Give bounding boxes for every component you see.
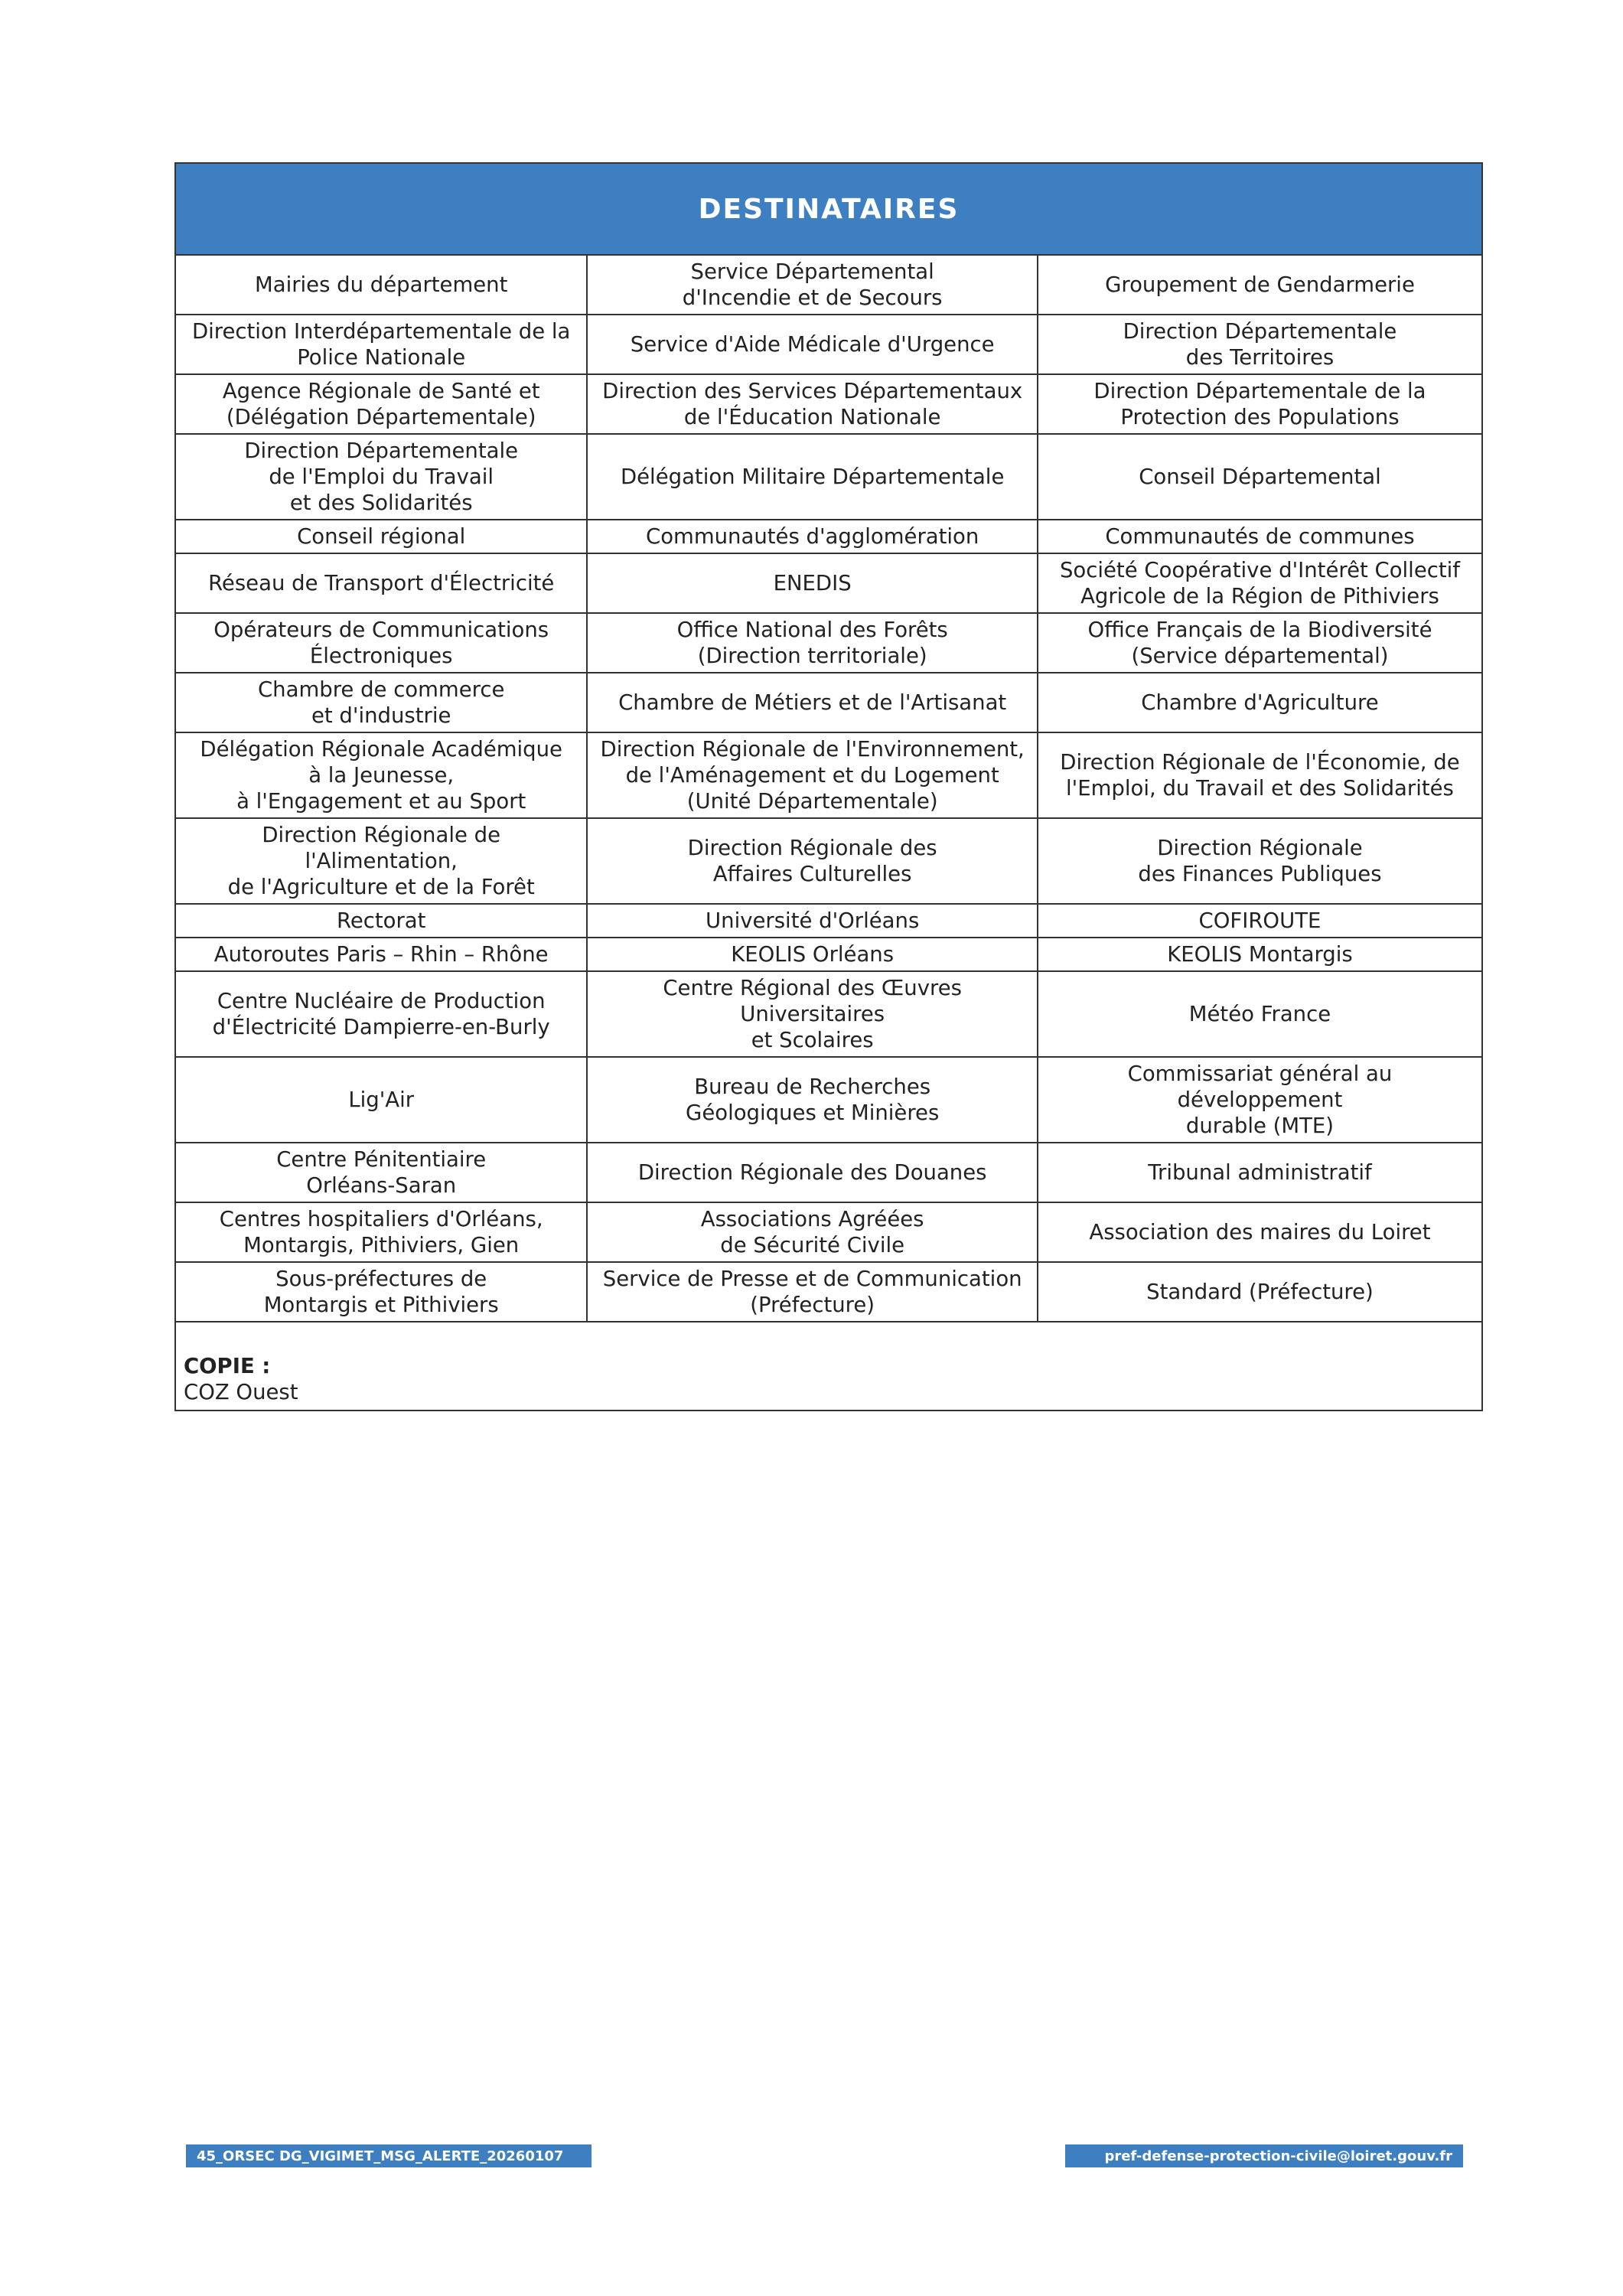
recipient-cell: Autoroutes Paris – Rhin – Rhône [176,938,587,971]
recipient-cell: Bureau de Recherches Géologiques et Minières [587,1057,1038,1143]
recipient-cell: Service Départemental d'Incendie et de Secours [587,256,1038,315]
recipient-cell: Groupement de Gendarmerie [1038,256,1481,315]
recipient-cell: Communautés de communes [1038,520,1481,553]
footer-reference: 45_ORSEC DG_VIGIMET_MSG_ALERTE_20260107 [197,2148,564,2164]
table-row [176,613,1481,673]
recipient-cell: COFIROUTE [1038,904,1481,938]
recipients-grid [176,256,1481,1410]
table-header [176,164,1481,256]
recipient-cell: Direction Interdépartementale de la Police Nationale [176,315,587,374]
recipient-cell: Centre Nucléaire de Production d'Électricité Dampierre-en-Burly [176,971,587,1057]
table-row [176,732,1481,818]
table-row [176,553,1481,613]
recipient-cell: Office National des Forêts (Direction territoriale) [587,613,1038,673]
recipient-cell: ENEDIS [587,553,1038,613]
table-row [176,520,1481,553]
recipient-cell: Associations Agréées de Sécurité Civile [587,1202,1038,1262]
recipient-cell: Commissariat général au développement durable (MTE) [1038,1057,1481,1143]
table-row [176,1057,1481,1143]
recipient-cell: Réseau de Transport d'Électricité [176,553,587,613]
table-row [176,256,1481,315]
recipient-cell: KEOLIS Orléans [587,938,1038,971]
recipient-cell: Communautés d'agglomération [587,520,1038,553]
recipient-cell: Tribunal administratif [1038,1143,1481,1202]
table-row [176,1143,1481,1202]
recipient-cell: Direction Régionale des Finances Publiques [1038,818,1481,904]
table-row [176,904,1481,938]
recipient-cell: Opérateurs de Communications Électroniques [176,613,587,673]
recipient-cell: Centre Pénitentiaire Orléans-Saran [176,1143,587,1202]
recipient-cell: Conseil régional [176,520,587,553]
recipient-cell: Direction Régionale de l'Alimentation, de l'Agriculture et de la Forêt [176,818,587,904]
footer-email[interactable]: pref-defense-protection-civile@loiret.gouv.fr [1104,2148,1452,2164]
table-row [176,818,1481,904]
copie-cell [176,1322,1481,1410]
table-row [176,1202,1481,1262]
recipient-cell: Chambre de commerce et d'industrie [176,673,587,732]
recipient-cell: Office Français de la Biodiversité (Service départemental) [1038,613,1481,673]
recipient-cell: Lig'Air [176,1057,587,1143]
copie-value: COZ Ouest [184,1380,298,1404]
recipient-cell: Chambre de Métiers et de l'Artisanat [587,673,1038,732]
table-row [176,374,1481,434]
recipient-cell: Direction Régionale des Affaires Culturelles [587,818,1038,904]
recipient-cell: Direction Départementale de la Protection des Populations [1038,374,1481,434]
recipient-cell: Météo France [1038,971,1481,1057]
recipient-cell: Service de Presse et de Communication (Préfecture) [587,1262,1038,1322]
recipient-cell: Délégation Régionale Académique à la Jeunesse, à l'Engagement et au Sport [176,732,587,818]
recipient-cell: Service d'Aide Médicale d'Urgence [587,315,1038,374]
recipient-cell: Direction Départementale de l'Emploi du Travail et des Solidarités [176,434,587,520]
recipients-rows [176,256,1481,1322]
copie-row [176,1322,1481,1410]
recipient-cell: Direction Régionale de l'Environnement, de l'Aménagement et du Logement (Unité Départementale) [587,732,1038,818]
recipient-cell: Direction Régionale de l'Économie, de l'Emploi, du Travail et des Solidarités [1038,732,1481,818]
footer-email-bar [1065,2144,1463,2167]
recipient-cell: Direction des Services Départementaux de l'Éducation Nationale [587,374,1038,434]
recipient-cell: Conseil Départemental [1038,434,1481,520]
recipient-cell: Rectorat [176,904,587,938]
table-row [176,673,1481,732]
recipient-cell: Chambre d'Agriculture [1038,673,1481,732]
table-row [176,434,1481,520]
copie-label: COPIE : [184,1354,271,1378]
recipient-cell: Centre Régional des Œuvres Universitaires et Scolaires [587,971,1038,1057]
table-title: DESTINATAIRES [698,193,960,225]
recipients-table [174,162,1483,1411]
recipient-cell: Standard (Préfecture) [1038,1262,1481,1322]
recipient-cell: Délégation Militaire Départementale [587,434,1038,520]
recipient-cell: Agence Régionale de Santé et (Délégation Départementale) [176,374,587,434]
recipient-cell: Direction Départementale des Territoires [1038,315,1481,374]
table-row [176,1262,1481,1322]
recipient-cell: Mairies du département [176,256,587,315]
recipient-cell: Société Coopérative d'Intérêt Collectif Agricole de la Région de Pithiviers [1038,553,1481,613]
recipient-cell: Direction Régionale des Douanes [587,1143,1038,1202]
recipient-cell: Association des maires du Loiret [1038,1202,1481,1262]
table-row [176,971,1481,1057]
recipient-cell: Université d'Orléans [587,904,1038,938]
recipient-cell: Sous-préfectures de Montargis et Pithiviers [176,1262,587,1322]
recipient-cell: Centres hospitaliers d'Orléans, Montargis, Pithiviers, Gien [176,1202,587,1262]
table-row [176,315,1481,374]
footer-reference-bar [186,2144,592,2167]
recipient-cell: KEOLIS Montargis [1038,938,1481,971]
table-row [176,938,1481,971]
